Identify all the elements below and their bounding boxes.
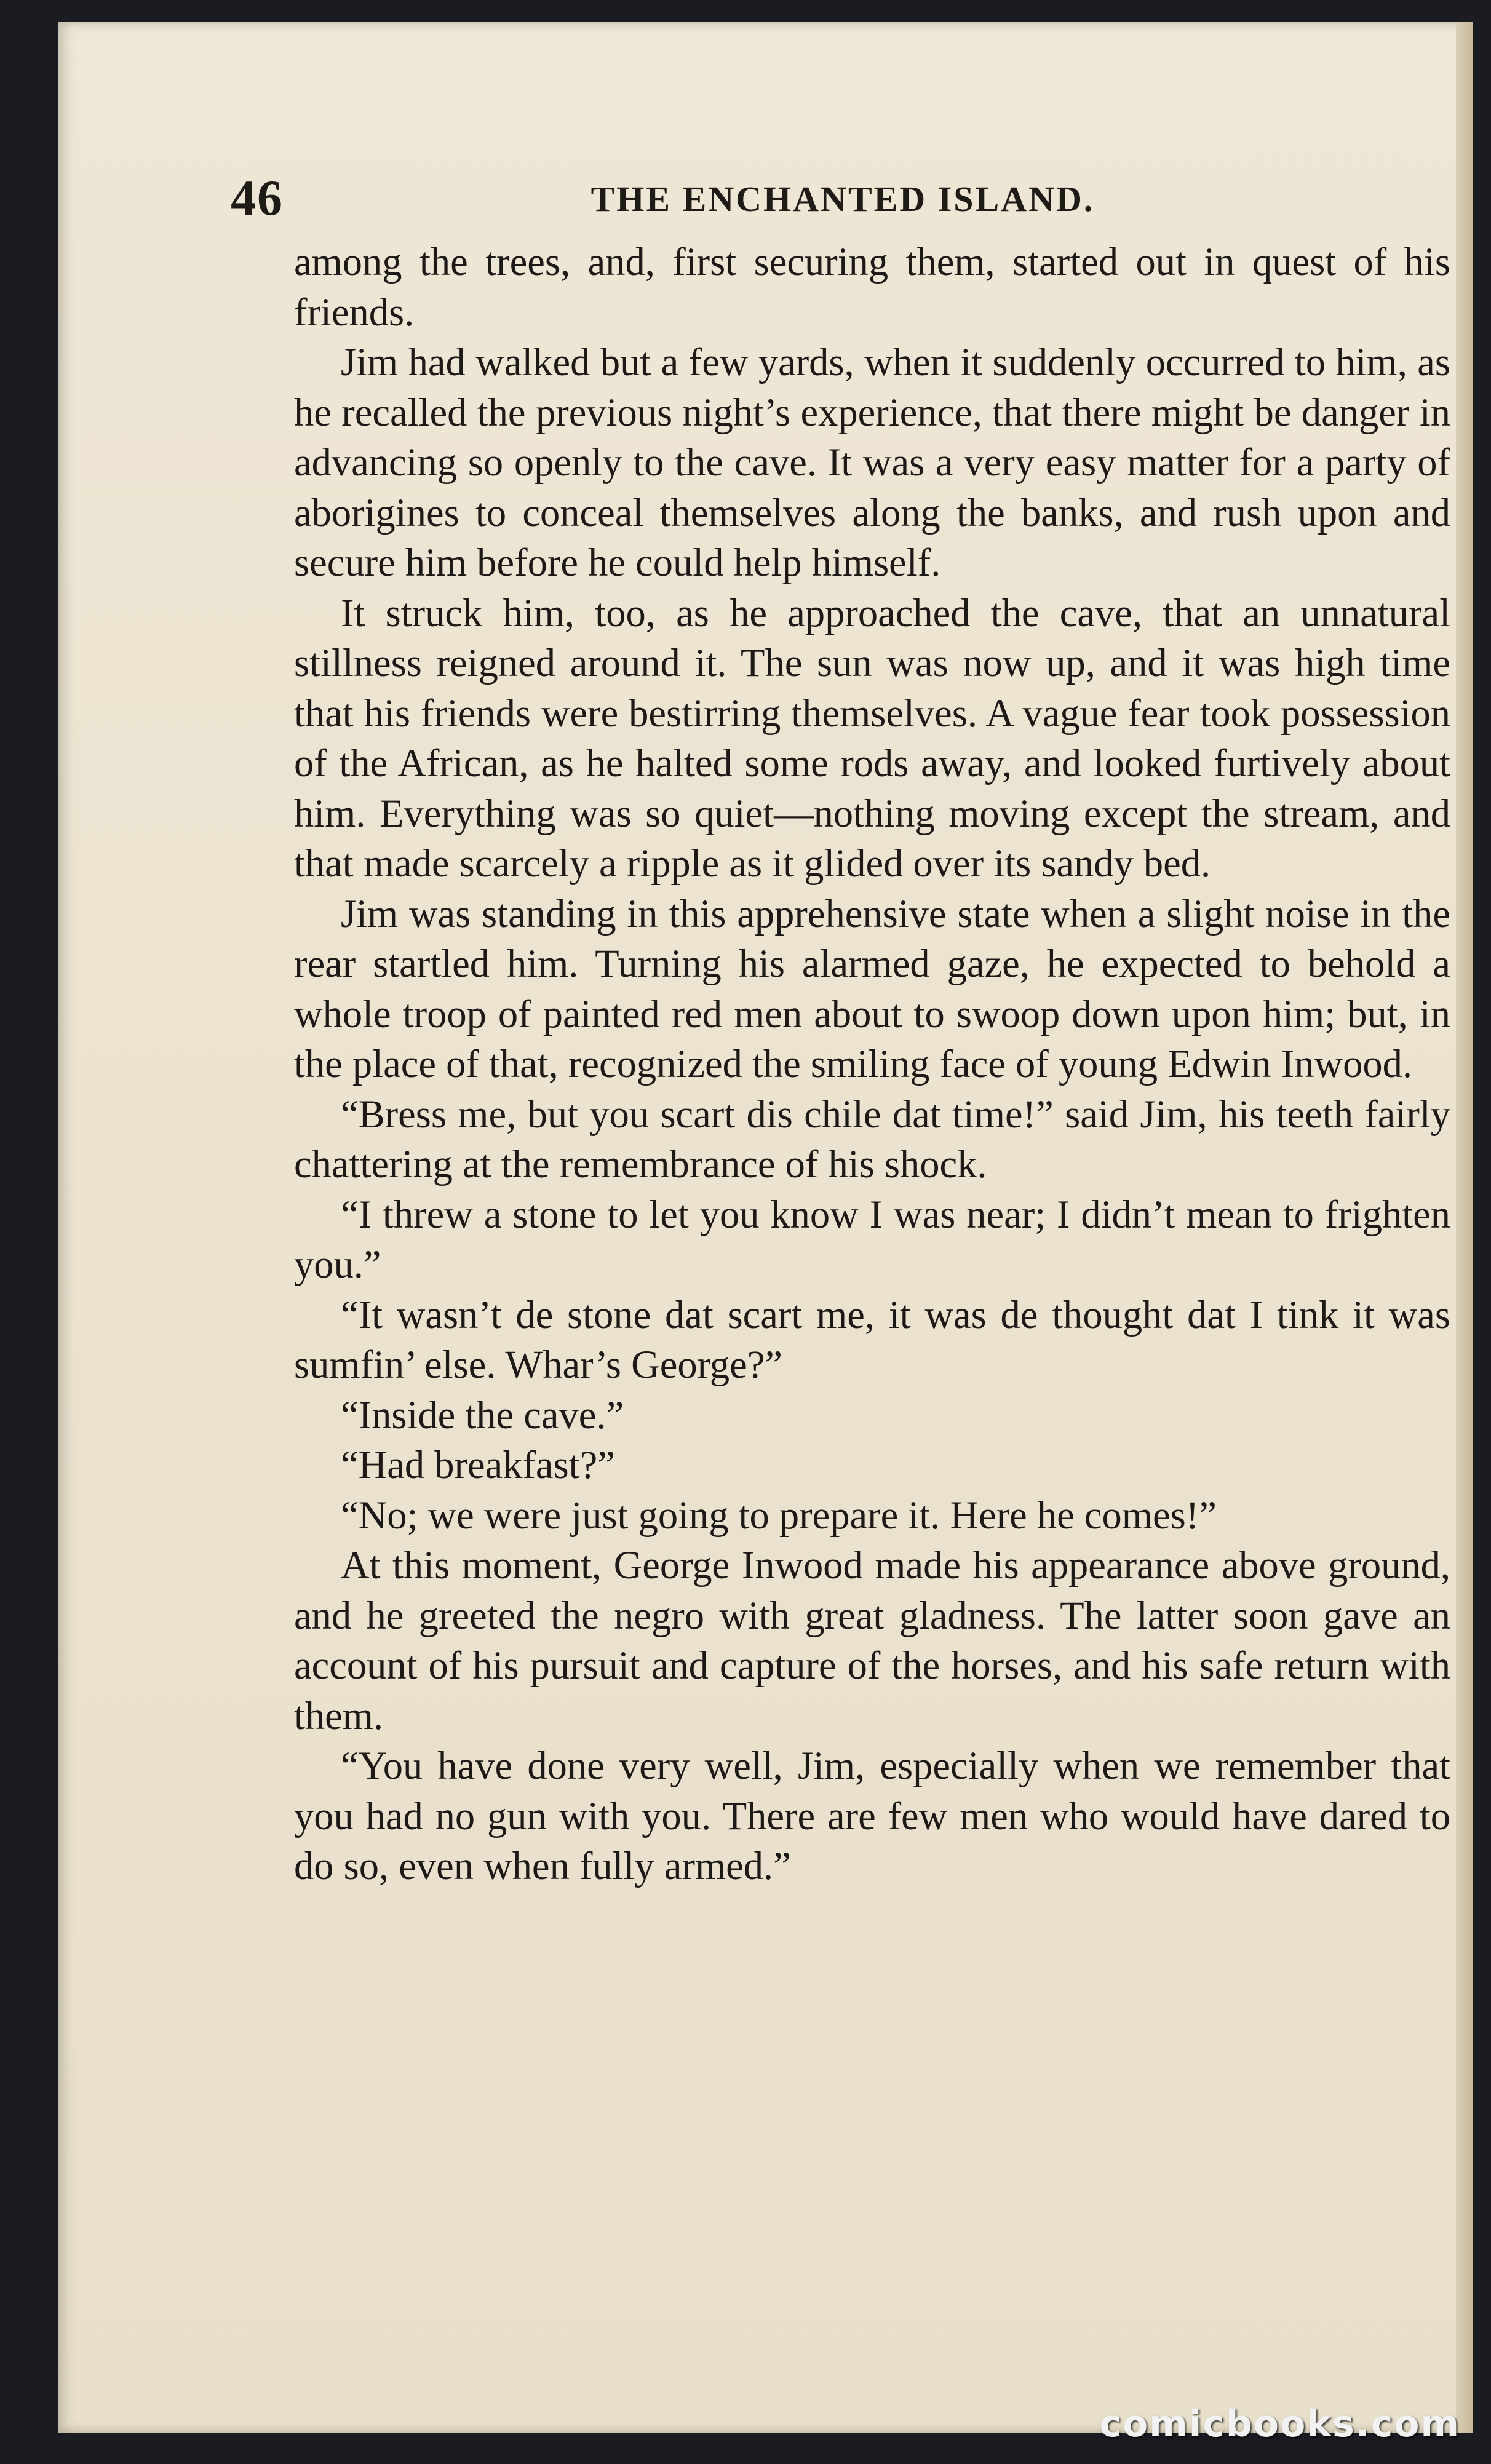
page-edge <box>1456 22 1473 2433</box>
paragraph: among the trees, and, first securing them, started out in quest of his friends. <box>294 240 1450 334</box>
paragraph: “I threw a stone to let you know I was near; I didn’t mean to frighten you.” <box>294 1192 1450 1286</box>
paragraph: “You have done very well, Jim, especially when we remember that you had no gun with you. There are few men who would have dared to do so, even when fully armed.” <box>294 1744 1450 1888</box>
page-header <box>231 151 1455 231</box>
paragraph: At this moment, George Inwood made his appearance above ground, and he greeted the negro with great gladness. The latter soon gave an account of his pursuit and capture of the horses, and his safe return with them. <box>294 1543 1450 1738</box>
paragraph: “No; we were just going to prepare it. Here he comes!” <box>341 1493 1217 1537</box>
paragraph: “It wasn’t de stone dat scart me, it was de thought dat I tink it was sumfin’ else. Whar’s George?” <box>294 1292 1450 1386</box>
paragraph: “Bress me, but you scart dis chile dat time!” said Jim, his teeth fairly chattering at the remembrance of his shock. <box>294 1092 1450 1186</box>
running-head: THE ENCHANTED ISLAND. <box>590 179 1095 219</box>
watermark-logo: comicbooks.com <box>1099 2402 1460 2446</box>
paragraph: Jim had walked but a few yards, when it suddenly occurred to him, as he recalled the previous night’s experience, that there might be danger in advancing so openly to the cave. It was a very easy matter for a party of aborigines to conceal themselves along the banks, and rush upon and secure him before he could help himself. <box>294 340 1450 584</box>
paragraph: “Had breakfast?” <box>341 1443 615 1487</box>
paragraph: Jim was standing in this apprehensive state when a slight noise in the rear startled him. Turning his alarmed gaze, he expected to behold a whole troop of painted red men about to swoop down upon him; but, in the place of that, recognized the smiling face of young Edwin Inwood. <box>294 891 1450 1086</box>
page-number: 46 <box>231 170 284 226</box>
body-text <box>294 237 1450 1891</box>
paragraph: It struck him, too, as he approached the cave, that an unnatural stillness reigned around it. The sun was now up, and it was high time that his friends were bestirring themselves. A vague fear took possession of the African, as he halted some rods away, and looked furtively about him. Everything was so quiet—nothing moving except the stream, and that made scarcely a ripple as it glided over its sandy bed. <box>294 590 1450 885</box>
paragraph: “Inside the cave.” <box>341 1393 624 1437</box>
